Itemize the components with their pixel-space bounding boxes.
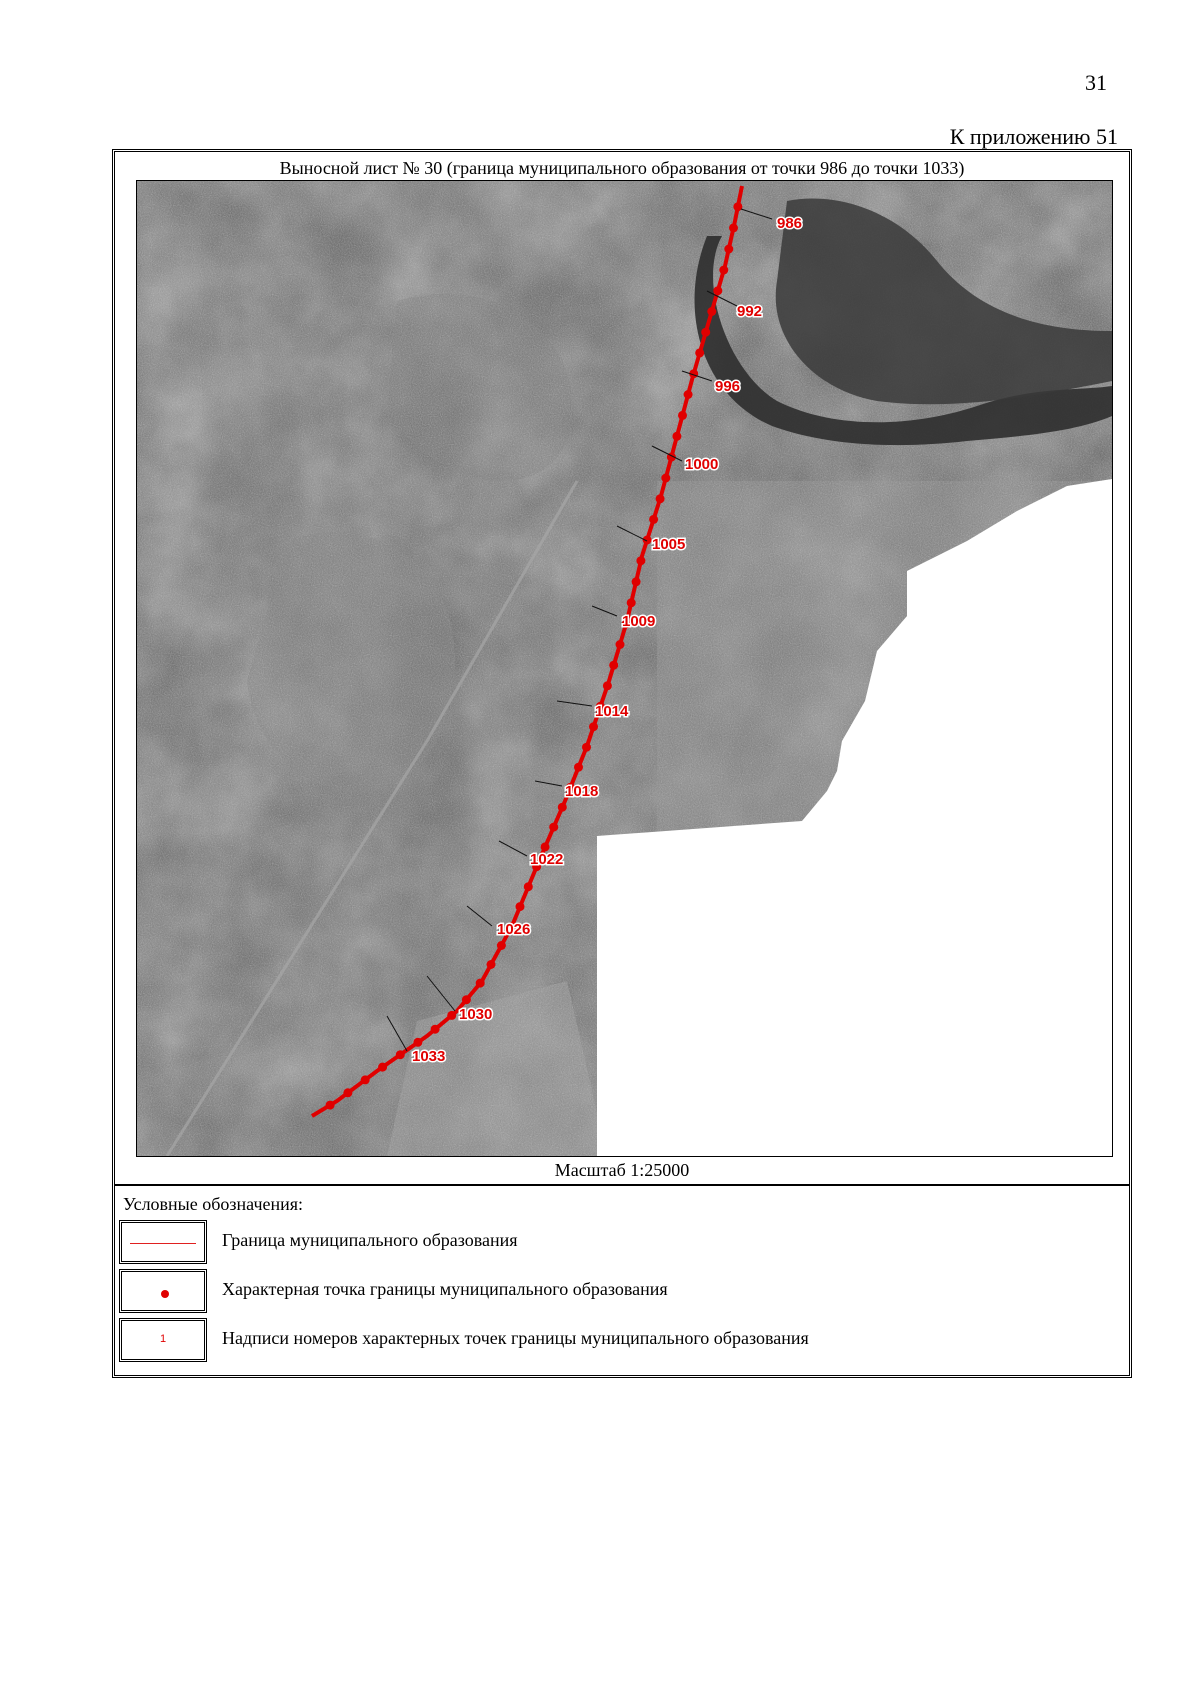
boundary-point bbox=[516, 902, 525, 911]
point-label-1014: 1014 bbox=[595, 703, 629, 720]
boundary-point bbox=[609, 661, 618, 670]
boundary-point bbox=[701, 328, 710, 337]
map-sheet-frame bbox=[112, 149, 1132, 1378]
boundary-point bbox=[558, 803, 567, 812]
legend-title: Условные обозначения: bbox=[123, 1194, 304, 1214]
boundary-point bbox=[343, 1088, 352, 1097]
boundary-point bbox=[549, 823, 558, 832]
boundary-point bbox=[396, 1050, 405, 1059]
boundary-point bbox=[326, 1101, 335, 1110]
boundary-point bbox=[462, 995, 471, 1004]
boundary-point bbox=[589, 722, 598, 731]
boundary-point bbox=[413, 1038, 422, 1047]
point-label-1022: 1022 bbox=[530, 851, 564, 868]
boundary-point bbox=[656, 494, 665, 503]
legend-symbol-line bbox=[119, 1220, 207, 1264]
legend-text-point: Характерная точка границы муниципального образования bbox=[222, 1279, 668, 1299]
point-label-1026: 1026 bbox=[497, 921, 531, 938]
boundary-point bbox=[603, 681, 612, 690]
boundary-point bbox=[361, 1075, 370, 1084]
boundary-point bbox=[672, 432, 681, 441]
point-label-1000: 1000 bbox=[685, 456, 719, 473]
point-label-1030: 1030 bbox=[459, 1006, 493, 1023]
boundary-point bbox=[431, 1025, 440, 1034]
point-label-986: 986 bbox=[777, 215, 803, 232]
point-label-1009: 1009 bbox=[622, 613, 656, 630]
legend-row-boundary bbox=[119, 1220, 1119, 1264]
map-canvas bbox=[137, 181, 1112, 1156]
boundary-point bbox=[661, 474, 670, 483]
boundary-point bbox=[713, 286, 722, 295]
point-label-1033: 1033 bbox=[412, 1048, 446, 1065]
point-label-992: 992 bbox=[737, 303, 763, 320]
page-number: 31 bbox=[1085, 70, 1107, 95]
boundary-point bbox=[729, 223, 738, 232]
boundary-point bbox=[627, 598, 636, 607]
legend-symbol-dot bbox=[119, 1269, 207, 1313]
boundary-point bbox=[724, 245, 733, 254]
map-title: Выносной лист № 30 (граница муниципального образования от точки 986 до точки 1033) bbox=[279, 158, 965, 178]
appendix-label: К приложению 51 bbox=[949, 124, 1118, 149]
legend-text-label: Надписи номеров характерных точек границы муниципального образования bbox=[222, 1328, 809, 1348]
legend-separator bbox=[115, 1184, 1129, 1186]
boundary-point bbox=[497, 941, 506, 950]
aerial-map bbox=[136, 180, 1113, 1157]
boundary-point bbox=[649, 515, 658, 524]
legend-text-boundary: Граница муниципального образования bbox=[222, 1230, 518, 1250]
boundary-point bbox=[684, 390, 693, 399]
map-scale: Масштаб 1:25000 bbox=[554, 1160, 690, 1180]
boundary-point bbox=[733, 202, 742, 211]
point-label-996: 996 bbox=[715, 378, 741, 395]
legend-number-sample: 1 bbox=[159, 1333, 167, 1345]
boundary-point bbox=[476, 979, 485, 988]
boundary-point bbox=[616, 640, 625, 649]
boundary-point bbox=[582, 743, 591, 752]
boundary-point bbox=[678, 411, 687, 420]
boundary-point bbox=[447, 1011, 456, 1020]
boundary-point bbox=[707, 307, 716, 316]
legend-symbol-number bbox=[119, 1318, 207, 1362]
boundary-point bbox=[524, 882, 533, 891]
legend-row-point bbox=[119, 1269, 1119, 1313]
point-label-1018: 1018 bbox=[565, 783, 599, 800]
boundary-point bbox=[719, 266, 728, 275]
boundary-point bbox=[636, 556, 645, 565]
boundary-point bbox=[487, 960, 496, 969]
boundary-point bbox=[632, 577, 641, 586]
boundary-point bbox=[378, 1063, 387, 1072]
boundary-point bbox=[695, 348, 704, 357]
point-label-1005: 1005 bbox=[652, 536, 686, 553]
boundary-point bbox=[574, 763, 583, 772]
legend-row-label bbox=[119, 1318, 1119, 1362]
